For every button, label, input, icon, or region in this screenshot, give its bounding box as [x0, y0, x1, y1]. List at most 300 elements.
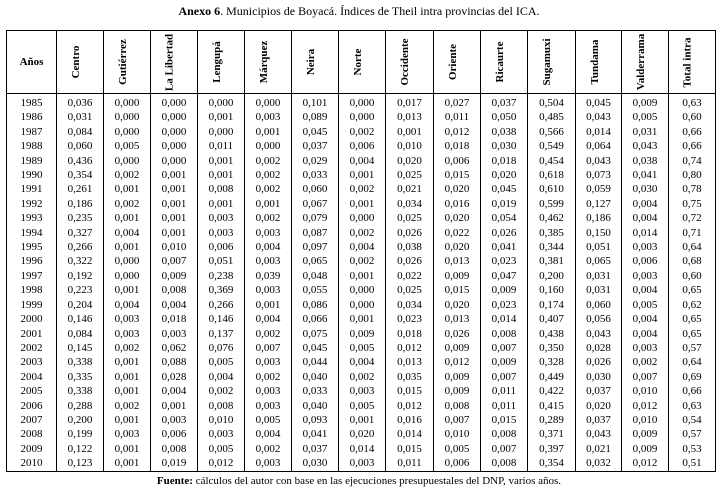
theil-index-table	[6, 30, 716, 472]
table-cell: 0,060	[57, 139, 104, 153]
table-cell: 0,350	[528, 341, 576, 355]
table-cell: 0,002	[245, 182, 292, 196]
table-cell: 0,338	[57, 384, 104, 398]
table-cell: 0,001	[104, 384, 151, 398]
table-cell: 0,001	[104, 240, 151, 254]
column-header-label: Valderrama	[635, 33, 647, 91]
table-cell: 0,007	[481, 341, 528, 355]
table-cell: 0,002	[104, 341, 151, 355]
table-cell: 0,031	[576, 269, 622, 283]
table-cell: 0,009	[481, 355, 528, 369]
table-cell: 0,064	[576, 139, 622, 153]
table-cell: 0,385	[528, 226, 576, 240]
table-cell: 0,011	[481, 384, 528, 398]
year-cell: 2001	[7, 327, 57, 341]
column-header-label: Norte	[352, 48, 364, 76]
table-cell: 0,007	[151, 254, 198, 268]
table-cell: 0,64	[669, 355, 716, 369]
table-cell: 0,001	[104, 283, 151, 297]
column-header-label: Lengupá	[211, 41, 223, 83]
column-header	[576, 31, 622, 94]
table-cell: 0,66	[669, 125, 716, 139]
table-cell: 0,037	[481, 94, 528, 111]
table-cell: 0,043	[622, 139, 669, 153]
table-cell: 0,030	[481, 139, 528, 153]
table-cell: 0,003	[245, 254, 292, 268]
year-cell: 2005	[7, 384, 57, 398]
table-cell: 0,137	[198, 327, 245, 341]
table-cell: 0,015	[386, 384, 434, 398]
table-cell: 0,005	[339, 399, 386, 413]
table-cell: 0,037	[292, 139, 339, 153]
table-cell: 0,017	[386, 94, 434, 111]
table-cell: 0,001	[104, 442, 151, 456]
table-cell: 0,037	[292, 442, 339, 456]
table-cell: 0,010	[622, 384, 669, 398]
column-header	[339, 31, 386, 94]
table-cell: 0,001	[151, 399, 198, 413]
table-cell: 0,026	[386, 254, 434, 268]
table-row	[7, 139, 716, 153]
table-cell: 0,001	[151, 211, 198, 225]
table-cell: 0,025	[386, 211, 434, 225]
table-cell: 0,001	[339, 269, 386, 283]
table-cell: 0,039	[245, 269, 292, 283]
column-header	[528, 31, 576, 94]
table-cell: 0,045	[481, 182, 528, 196]
table-cell: 0,64	[669, 240, 716, 254]
table-cell: 0,010	[386, 139, 434, 153]
table-cell: 0,001	[151, 197, 198, 211]
table-cell: 0,001	[339, 168, 386, 182]
table-cell: 0,122	[57, 442, 104, 456]
table-cell: 0,150	[576, 226, 622, 240]
table-cell: 0,018	[481, 154, 528, 168]
table-cell: 0,043	[576, 154, 622, 168]
column-header	[292, 31, 339, 94]
table-cell: 0,026	[434, 327, 481, 341]
table-cell: 0,009	[151, 269, 198, 283]
table-cell: 0,422	[528, 384, 576, 398]
table-cell: 0,043	[576, 327, 622, 341]
year-cell: 1995	[7, 240, 57, 254]
table-cell: 0,001	[104, 370, 151, 384]
table-cell: 0,004	[622, 211, 669, 225]
table-cell: 0,204	[57, 298, 104, 312]
table-cell: 0,075	[292, 327, 339, 341]
table-cell: 0,000	[339, 110, 386, 124]
table-cell: 0,014	[339, 442, 386, 456]
table-cell: 0,003	[198, 427, 245, 441]
table-cell: 0,101	[292, 94, 339, 111]
table-cell: 0,003	[339, 384, 386, 398]
table-cell: 0,002	[339, 370, 386, 384]
year-cell: 2006	[7, 399, 57, 413]
table-cell: 0,381	[528, 254, 576, 268]
table-cell: 0,322	[57, 254, 104, 268]
table-row	[7, 154, 716, 168]
table-cell: 0,000	[339, 298, 386, 312]
table-cell: 0,012	[622, 456, 669, 471]
year-cell: 2004	[7, 370, 57, 384]
table-cell: 0,019	[151, 456, 198, 471]
table-cell: 0,003	[245, 110, 292, 124]
table-cell: 0,012	[386, 399, 434, 413]
table-cell: 0,000	[198, 125, 245, 139]
table-cell: 0,025	[386, 283, 434, 297]
table-row	[7, 211, 716, 225]
table-cell: 0,038	[622, 154, 669, 168]
table-cell: 0,003	[622, 341, 669, 355]
table-cell: 0,80	[669, 168, 716, 182]
table-cell: 0,025	[386, 168, 434, 182]
table-cell: 0,034	[386, 298, 434, 312]
table-cell: 0,020	[481, 168, 528, 182]
table-cell: 0,041	[622, 168, 669, 182]
table-cell: 0,030	[576, 370, 622, 384]
year-cell: 1994	[7, 226, 57, 240]
table-cell: 0,020	[576, 399, 622, 413]
table-cell: 0,002	[104, 168, 151, 182]
table-cell: 0,047	[481, 269, 528, 283]
year-cell: 2002	[7, 341, 57, 355]
table-cell: 0,043	[576, 427, 622, 441]
table-cell: 0,223	[57, 283, 104, 297]
column-header-label: Gutiérrez	[117, 39, 129, 85]
table-cell: 0,62	[669, 298, 716, 312]
table-cell: 0,027	[434, 94, 481, 111]
table-cell: 0,003	[622, 240, 669, 254]
table-cell: 0,011	[198, 139, 245, 153]
table-cell: 0,045	[292, 125, 339, 139]
table-cell: 0,028	[151, 370, 198, 384]
table-cell: 0,084	[57, 125, 104, 139]
table-cell: 0,000	[151, 94, 198, 111]
table-cell: 0,66	[669, 384, 716, 398]
table-cell: 0,062	[151, 341, 198, 355]
table-cell: 0,449	[528, 370, 576, 384]
table-cell: 0,354	[528, 456, 576, 471]
table-cell: 0,023	[386, 312, 434, 326]
table-cell: 0,001	[104, 355, 151, 369]
table-cell: 0,186	[576, 211, 622, 225]
table-cell: 0,006	[434, 154, 481, 168]
table-cell: 0,038	[481, 125, 528, 139]
table-cell: 0,013	[386, 355, 434, 369]
table-cell: 0,566	[528, 125, 576, 139]
column-header-years	[7, 31, 57, 94]
table-cell: 0,013	[386, 110, 434, 124]
year-cell: 1988	[7, 139, 57, 153]
table-cell: 0,002	[339, 125, 386, 139]
year-cell: 1986	[7, 110, 57, 124]
table-cell: 0,012	[198, 456, 245, 471]
column-header	[434, 31, 481, 94]
column-header-label: La Libertad	[163, 33, 176, 91]
table-cell: 0,004	[622, 283, 669, 297]
table-cell: 0,004	[339, 240, 386, 254]
table-cell: 0,002	[245, 327, 292, 341]
table-cell: 0,005	[104, 139, 151, 153]
table-cell: 0,72	[669, 211, 716, 225]
table-cell: 0,60	[669, 110, 716, 124]
table-cell: 0,78	[669, 182, 716, 196]
table-cell: 0,009	[622, 94, 669, 111]
table-cell: 0,001	[104, 182, 151, 196]
table-cell: 0,004	[339, 355, 386, 369]
table-cell: 0,53	[669, 442, 716, 456]
table-cell: 0,003	[339, 456, 386, 471]
table-cell: 0,000	[339, 94, 386, 111]
column-header-label: Márquez	[258, 40, 270, 84]
table-cell: 0,014	[386, 427, 434, 441]
table-cell: 0,127	[576, 197, 622, 211]
table-cell: 0,003	[198, 226, 245, 240]
table-cell: 0,003	[151, 413, 198, 427]
table-cell: 0,328	[528, 355, 576, 369]
table-cell: 0,021	[576, 442, 622, 456]
table-cell: 0,369	[198, 283, 245, 297]
table-cell: 0,076	[198, 341, 245, 355]
table-cell: 0,192	[57, 269, 104, 283]
table-cell: 0,051	[576, 240, 622, 254]
table-cell: 0,003	[245, 384, 292, 398]
table-cell: 0,045	[292, 341, 339, 355]
table-cell: 0,407	[528, 312, 576, 326]
table-cell: 0,001	[245, 125, 292, 139]
table-cell: 0,005	[245, 413, 292, 427]
table-cell: 0,010	[622, 413, 669, 427]
table-cell: 0,004	[198, 370, 245, 384]
table-cell: 0,004	[339, 154, 386, 168]
table-cell: 0,087	[292, 226, 339, 240]
table-cell: 0,020	[434, 298, 481, 312]
table-cell: 0,338	[57, 355, 104, 369]
table-cell: 0,001	[198, 154, 245, 168]
table-cell: 0,549	[528, 139, 576, 153]
table-cell: 0,266	[198, 298, 245, 312]
table-cell: 0,060	[576, 298, 622, 312]
column-header	[669, 31, 716, 94]
table-cell: 0,75	[669, 197, 716, 211]
table-cell: 0,002	[339, 182, 386, 196]
caption-label: Anexo 6	[178, 4, 221, 18]
table-cell: 0,014	[622, 226, 669, 240]
table-cell: 0,013	[434, 312, 481, 326]
table-cell: 0,000	[151, 110, 198, 124]
table-cell: 0,035	[386, 370, 434, 384]
table-row	[7, 370, 716, 384]
table-cell: 0,003	[622, 269, 669, 283]
table-cell: 0,71	[669, 226, 716, 240]
table-cell: 0,001	[339, 197, 386, 211]
year-cell: 1997	[7, 269, 57, 283]
table-cell: 0,006	[151, 427, 198, 441]
table-cell: 0,200	[57, 413, 104, 427]
table-cell: 0,004	[622, 327, 669, 341]
column-header-label: Occidente	[399, 38, 411, 86]
table-cell: 0,045	[576, 94, 622, 111]
table-cell: 0,041	[481, 240, 528, 254]
table-cell: 0,000	[104, 254, 151, 268]
table-source-note	[0, 475, 718, 488]
table-cell: 0,037	[576, 413, 622, 427]
table-row	[7, 240, 716, 254]
table-cell: 0,079	[292, 211, 339, 225]
table-row	[7, 427, 716, 441]
table-cell: 0,065	[292, 254, 339, 268]
table-cell: 0,032	[576, 456, 622, 471]
table-cell: 0,002	[339, 254, 386, 268]
table-cell: 0,001	[198, 168, 245, 182]
table-cell: 0,008	[151, 442, 198, 456]
table-cell: 0,003	[104, 427, 151, 441]
table-cell: 0,003	[245, 355, 292, 369]
table-cell: 0,63	[669, 399, 716, 413]
table-cell: 0,008	[481, 327, 528, 341]
table-cell: 0,008	[198, 399, 245, 413]
table-cell: 0,000	[245, 94, 292, 111]
table-cell: 0,002	[245, 211, 292, 225]
table-row	[7, 110, 716, 124]
table-cell: 0,001	[151, 182, 198, 196]
table-cell: 0,020	[434, 211, 481, 225]
table-row	[7, 197, 716, 211]
year-cell: 1996	[7, 254, 57, 268]
table-cell: 0,086	[292, 298, 339, 312]
table-header-row	[7, 31, 716, 94]
table-row	[7, 327, 716, 341]
table-row	[7, 94, 716, 111]
year-cell: 1989	[7, 154, 57, 168]
table-cell: 0,002	[245, 168, 292, 182]
table-cell: 0,010	[198, 413, 245, 427]
table-cell: 0,012	[434, 355, 481, 369]
table-cell: 0,000	[104, 154, 151, 168]
table-cell: 0,000	[339, 283, 386, 297]
table-cell: 0,067	[292, 197, 339, 211]
table-row	[7, 298, 716, 312]
year-cell: 2008	[7, 427, 57, 441]
column-header-label: Años	[19, 56, 44, 68]
table-cell: 0,060	[292, 182, 339, 196]
table-cell: 0,007	[481, 442, 528, 456]
year-cell: 2010	[7, 456, 57, 471]
year-cell: 1998	[7, 283, 57, 297]
table-cell: 0,008	[198, 182, 245, 196]
table-cell: 0,004	[104, 226, 151, 240]
table-cell: 0,059	[576, 182, 622, 196]
table-cell: 0,000	[151, 125, 198, 139]
table-cell: 0,041	[292, 427, 339, 441]
table-cell: 0,003	[245, 399, 292, 413]
table-cell: 0,397	[528, 442, 576, 456]
table-cell: 0,002	[245, 370, 292, 384]
year-cell: 2009	[7, 442, 57, 456]
table-cell: 0,002	[104, 399, 151, 413]
table-cell: 0,009	[622, 427, 669, 441]
table-cell: 0,000	[104, 94, 151, 111]
year-cell: 1987	[7, 125, 57, 139]
table-row	[7, 125, 716, 139]
table-cell: 0,030	[622, 182, 669, 196]
table-cell: 0,65	[669, 312, 716, 326]
table-cell: 0,000	[198, 94, 245, 111]
table-cell: 0,023	[481, 298, 528, 312]
table-cell: 0,012	[622, 399, 669, 413]
table-cell: 0,038	[386, 240, 434, 254]
table-cell: 0,160	[528, 283, 576, 297]
table-cell: 0,088	[151, 355, 198, 369]
column-header-label: Neira	[305, 48, 317, 76]
year-cell: 2003	[7, 355, 57, 369]
table-cell: 0,74	[669, 154, 716, 168]
table-cell: 0,007	[434, 413, 481, 427]
table-cell: 0,031	[57, 110, 104, 124]
table-cell: 0,084	[57, 327, 104, 341]
table-cell: 0,009	[434, 341, 481, 355]
table-cell: 0,008	[481, 456, 528, 471]
table-cell: 0,618	[528, 168, 576, 182]
table-cell: 0,093	[292, 413, 339, 427]
table-cell: 0,146	[57, 312, 104, 326]
table-cell: 0,54	[669, 413, 716, 427]
table-cell: 0,008	[481, 427, 528, 441]
table-cell: 0,174	[528, 298, 576, 312]
caption-text: . Municipios de Boyacá. Índices de Theil intra provincias del ICA.	[220, 4, 540, 18]
table-cell: 0,034	[386, 197, 434, 211]
column-header-label: Total intra	[681, 37, 694, 88]
table-cell: 0,020	[339, 427, 386, 441]
table-cell: 0,021	[386, 182, 434, 196]
table-cell: 0,011	[386, 456, 434, 471]
table-cell: 0,051	[198, 254, 245, 268]
table-cell: 0,009	[434, 384, 481, 398]
table-cell: 0,018	[386, 327, 434, 341]
table-cell: 0,016	[434, 197, 481, 211]
table-cell: 0,002	[245, 442, 292, 456]
table-cell: 0,371	[528, 427, 576, 441]
table-cell: 0,000	[104, 125, 151, 139]
table-cell: 0,436	[57, 154, 104, 168]
column-header	[151, 31, 198, 94]
table-cell: 0,60	[669, 269, 716, 283]
table-cell: 0,006	[198, 240, 245, 254]
table-row	[7, 254, 716, 268]
table-row	[7, 399, 716, 413]
table-cell: 0,009	[339, 327, 386, 341]
column-header	[245, 31, 292, 94]
table-cell: 0,040	[292, 370, 339, 384]
table-cell: 0,51	[669, 456, 716, 471]
table-cell: 0,015	[386, 442, 434, 456]
table-cell: 0,009	[434, 269, 481, 283]
table-cell: 0,014	[481, 312, 528, 326]
table-cell: 0,012	[434, 125, 481, 139]
column-header	[481, 31, 528, 94]
table-row	[7, 341, 716, 355]
table-cell: 0,040	[292, 399, 339, 413]
table-cell: 0,011	[434, 110, 481, 124]
table-cell: 0,009	[481, 283, 528, 297]
table-cell: 0,454	[528, 154, 576, 168]
table-cell: 0,010	[151, 240, 198, 254]
year-cell: 1999	[7, 298, 57, 312]
column-header	[386, 31, 434, 94]
table-cell: 0,65	[669, 283, 716, 297]
table-cell: 0,004	[245, 240, 292, 254]
table-cell: 0,344	[528, 240, 576, 254]
